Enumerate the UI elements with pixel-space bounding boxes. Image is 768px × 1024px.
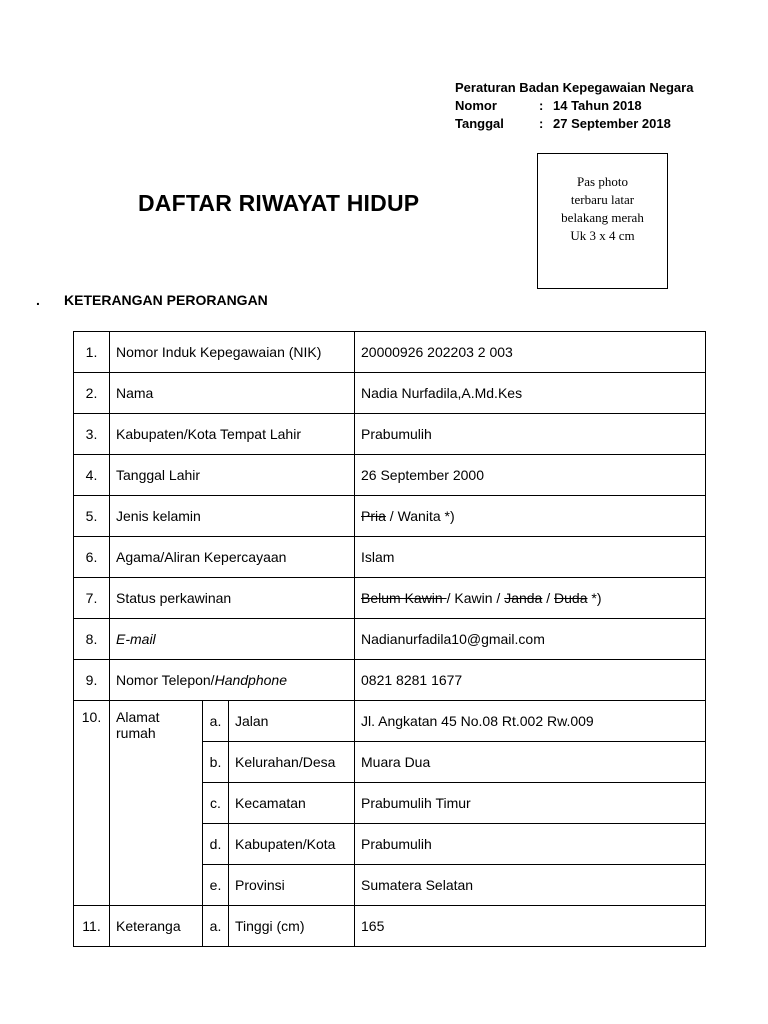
row-label: Status perkawinan <box>110 578 355 619</box>
sub-value: Muara Dua <box>355 742 706 783</box>
table-row <box>74 455 706 496</box>
row-number: 8. <box>74 619 110 660</box>
address-label: Alamat rumah <box>110 701 203 906</box>
photo-line-1: Pas photo <box>577 174 628 189</box>
row-label: Nomor Induk Kepegawaian (NIK) <box>110 332 355 373</box>
sub-letter: c. <box>203 783 229 824</box>
sub-letter: e. <box>203 865 229 906</box>
sub-value: Prabumulih <box>355 824 706 865</box>
nomor-colon: : <box>539 98 544 113</box>
row-value: Prabumulih <box>355 414 706 455</box>
sub-label: Kecamatan <box>229 783 355 824</box>
table-row <box>74 578 706 619</box>
row-label <box>110 660 355 701</box>
photo-line-2: terbaru latar <box>570 192 635 207</box>
marital-status-value <box>355 578 706 619</box>
section-marker: . <box>36 292 40 308</box>
marital-struck-option: Janda <box>504 590 543 606</box>
nomor-value: 14 Tahun 2018 <box>553 98 642 113</box>
gender-selected-option: / Wanita *) <box>385 508 455 524</box>
sub-value: Sumatera Selatan <box>355 865 706 906</box>
photo-line-3: belakang merah <box>561 210 644 225</box>
sub-label: Kabupaten/Kota <box>229 824 355 865</box>
sub-value: Jl. Angkatan 45 No.08 Rt.002 Rw.009 <box>355 701 706 742</box>
sub-label: Tinggi (cm) <box>229 906 355 947</box>
nomor-label: Nomor <box>455 98 497 113</box>
row-number: 9. <box>74 660 110 701</box>
marital-option-text: / Kawin / <box>446 590 505 606</box>
section-title: KETERANGAN PERORANGAN <box>64 292 268 308</box>
table-row <box>74 701 706 742</box>
regulation-header <box>455 79 693 133</box>
gender-struck-option: Pria <box>361 508 386 524</box>
document-title: DAFTAR RIWAYAT HIDUP <box>138 190 420 216</box>
row-label: E-mail <box>110 619 355 660</box>
section-heading <box>36 292 268 308</box>
row-number: 11. <box>74 906 110 947</box>
phone-label-main: Nomor Telepon/ <box>116 672 215 688</box>
marital-struck-option: Duda <box>554 590 588 606</box>
marital-note: *) <box>587 590 602 606</box>
row-number: 3. <box>74 414 110 455</box>
table-row <box>74 537 706 578</box>
row-number: 7. <box>74 578 110 619</box>
row-label: Kabupaten/Kota Tempat Lahir <box>110 414 355 455</box>
row-number: 1. <box>74 332 110 373</box>
tanggal-label: Tanggal <box>455 116 504 131</box>
row-number: 2. <box>74 373 110 414</box>
row-value: 0821 8281 1677 <box>355 660 706 701</box>
table-row <box>74 373 706 414</box>
phone-label-italic: Handphone <box>214 672 287 688</box>
tanggal-value: 27 September 2018 <box>553 116 671 131</box>
row-label: Keteranga <box>110 906 203 947</box>
sub-value: Prabumulih Timur <box>355 783 706 824</box>
table-row <box>74 414 706 455</box>
row-label: Jenis kelamin <box>110 496 355 537</box>
regulation-nomor <box>455 97 693 115</box>
table-row <box>74 906 706 947</box>
row-number: 10. <box>74 701 110 906</box>
sub-letter: a. <box>203 906 229 947</box>
row-value: 20000926 202203 2 003 <box>355 332 706 373</box>
regulation-title: Peraturan Badan Kepegawaian Negara <box>455 80 694 95</box>
sub-letter: d. <box>203 824 229 865</box>
row-label: Nama <box>110 373 355 414</box>
table-row <box>74 660 706 701</box>
sub-label: Kelurahan/Desa <box>229 742 355 783</box>
table-row <box>74 332 706 373</box>
row-label: Tanggal Lahir <box>110 455 355 496</box>
row-value: Islam <box>355 537 706 578</box>
marital-separator: / <box>542 590 555 606</box>
sub-label: Provinsi <box>229 865 355 906</box>
row-value: 26 September 2000 <box>355 455 706 496</box>
sub-letter: b. <box>203 742 229 783</box>
gender-value <box>355 496 706 537</box>
table-row <box>74 496 706 537</box>
tanggal-colon: : <box>539 116 544 131</box>
row-label: Agama/Aliran Kepercayaan <box>110 537 355 578</box>
sub-letter: a. <box>203 701 229 742</box>
sub-value: 165 <box>355 906 706 947</box>
row-value: Nadianurfadila10@gmail.com <box>355 619 706 660</box>
photo-line-4: Uk 3 x 4 cm <box>570 228 635 243</box>
marital-struck-option: Belum Kawin <box>361 590 447 606</box>
row-number: 5. <box>74 496 110 537</box>
row-number: 6. <box>74 537 110 578</box>
regulation-tanggal <box>455 115 693 133</box>
personal-info-table <box>73 331 706 947</box>
row-number: 4. <box>74 455 110 496</box>
sub-label: Jalan <box>229 701 355 742</box>
table-row <box>74 619 706 660</box>
row-value: Nadia Nurfadila,A.Md.Kes <box>355 373 706 414</box>
photo-placeholder-box <box>537 153 668 289</box>
